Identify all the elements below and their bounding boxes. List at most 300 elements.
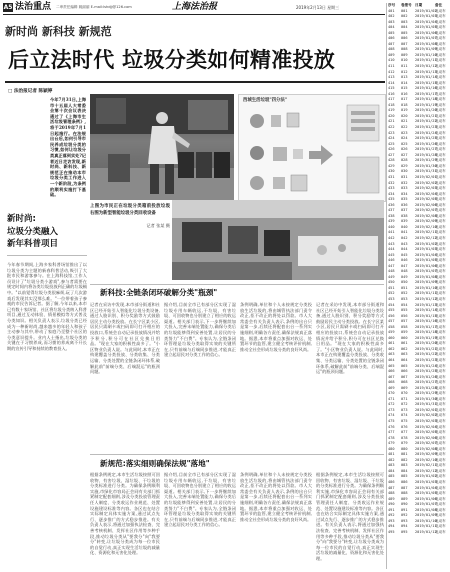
table-cell: 485 [388, 474, 395, 479]
table-cell: 2019/01/31 [415, 169, 437, 174]
table-cell: 488 [388, 491, 395, 496]
table-cell: 电动车 [435, 308, 446, 313]
table-cell: 063 [401, 352, 408, 357]
table-cell: 2019/01/11 [415, 524, 437, 529]
table-cell: 2019/02/05 [415, 430, 437, 435]
table-cell: 电动车 [435, 319, 446, 324]
table-cell: 2019/02/04 [415, 191, 437, 196]
table-cell: 446 [388, 258, 395, 263]
table-cell: 电动车 [435, 108, 446, 113]
table-cell: 423 [388, 130, 395, 135]
bottom-column-4: 根据条例规定,本市生活垃圾按照可回收物、有害垃圾、湿垃圾、干垃圾的分类标准进行分类。为确保条例顺利实施,市绿化市容局正会同有关部门抓紧制定配套细则,涉及分类投放管理责任人制度、分类收运作业规范、处置设施建设标准等内容。各区也在结合实际制定具体实施方案,通过试点先行、逐步推广的方式稳步推进。有关负责人表示,将通过加强执法检查、完善考核机制、发挥社区作用等多种手段,推动垃圾分类从"要我分"向"我要分"转变,让垃圾分类成为每一位市民的自觉行动,真正实现生活垃圾的减量化、资源化和无害化处理。 [316, 472, 384, 561]
table-cell: 479 [388, 441, 395, 446]
table-cell: 452 [388, 291, 395, 296]
table-cell: 018 [401, 102, 408, 107]
table-cell: 电动车 [435, 430, 446, 435]
table-cell: 2019/01/07 [415, 36, 437, 41]
table-cell: 2019/01/10 [415, 52, 437, 57]
table-cell: 070 [401, 391, 408, 396]
table-cell: 078 [401, 435, 408, 440]
table-cell: 067 [401, 374, 408, 379]
table-cell: 426 [388, 147, 395, 152]
table-cell: 电动车 [435, 346, 446, 351]
table-cell: 2019/01/09 [415, 280, 437, 285]
table-cell: 408 [388, 47, 395, 52]
table-cell: 电动车 [435, 380, 446, 385]
table-cell: 006 [401, 36, 408, 41]
table-cell: 电动车 [435, 396, 446, 401]
table-cell: 2019/02/12 [415, 468, 437, 473]
table-cell: 电动车 [435, 208, 446, 213]
table-cell: 电动车 [435, 152, 446, 157]
table-cell: 电动车 [435, 119, 446, 124]
data-table [388, 3, 448, 557]
table-cell: 2019/02/03 [415, 186, 437, 191]
table-cell: 2019/01/21 [415, 346, 437, 351]
table-cell: 002 [401, 14, 408, 19]
table-cell: 011 [401, 64, 408, 69]
table-cell: 2019/01/06 [415, 30, 437, 35]
table-cell: 2019/01/07 [415, 502, 437, 507]
table-cell: 电动车 [435, 352, 446, 357]
headline: 后立法时代 垃圾分类如何精准投放 [8, 48, 336, 72]
table-cell: 029 [401, 163, 408, 168]
table-cell: 2019/01/23 [415, 125, 437, 130]
table-cell: 015 [401, 86, 408, 91]
table-cell: 电动车 [435, 407, 446, 412]
section-divider-bottom [90, 454, 384, 455]
table-cell: 069 [401, 385, 408, 390]
table-cell: 电动车 [435, 463, 446, 468]
table-cell: 电动车 [435, 496, 446, 501]
table-cell: 电动车 [435, 296, 446, 301]
table-cell: 013 [401, 75, 408, 80]
table-cell: 458 [388, 324, 395, 329]
table-cell: 电动车 [435, 235, 446, 240]
table-cell: 电动车 [435, 524, 446, 529]
table-cell: 2019/01/27 [415, 147, 437, 152]
table-cell: 003 [401, 19, 408, 24]
table-cell: 442 [388, 235, 395, 240]
table-cell: 2019/02/11 [415, 230, 437, 235]
table-cell: 2019/02/07 [415, 441, 437, 446]
body-column-3: 据介绍,目前全市已有部分区实现了湿垃圾专用车辆收运,干垃圾、有害垃圾、可回收物也分别建立了相应的收运渠道。相关部门表示,下一步将继续加大投入,完善末端处置能力,确保分类后的垃圾能够得到妥善处置,让居民的分类努力"不白费"。专家认为,全链条闭环管理是垃圾分类取得实效的关键所在,只有前端与后端同步推进,才能真正建立起居民对分类工作的信心。 [164, 302, 236, 358]
table-cell: 电动车 [435, 446, 446, 451]
table-cell: 2019/02/10 [415, 457, 437, 462]
table-cell: 026 [401, 147, 408, 152]
table-cell: 电动车 [435, 64, 446, 69]
table-cell: 414 [388, 80, 395, 85]
table-cell: 461 [388, 341, 395, 346]
section-divider-center [90, 284, 384, 285]
table-cell: 478 [388, 435, 395, 440]
table-cell: 电动车 [435, 529, 446, 534]
date-line: 2019年2月13日 星期三 [296, 5, 340, 10]
table-cell: 2019/01/04 [415, 252, 437, 257]
table-cell: 492 [388, 513, 395, 518]
table-cell: 024 [401, 136, 408, 141]
table-cell: 008 [401, 47, 408, 52]
table-cell: 409 [388, 52, 395, 57]
byline: □ 法治报记者 陈颖婷 [8, 89, 53, 94]
table-cell: 031 [401, 174, 408, 179]
table-cell: 038 [401, 213, 408, 218]
table-cell: 2019/01/03 [415, 247, 437, 252]
table-cell: 076 [401, 424, 408, 429]
table-cell: 电动车 [435, 169, 446, 174]
table-cell: 2019/01/10 [415, 518, 437, 523]
editor-line: 二审责任编辑 姚丽丽 E-mail:lshdjj@126.com [56, 5, 132, 9]
table-cell: 061 [401, 341, 408, 346]
table-cell: 495 [388, 529, 395, 534]
table-cell: 电动车 [435, 424, 446, 429]
table-cell: 电动车 [435, 480, 446, 485]
table-cell: 472 [388, 402, 395, 407]
table-cell: 电动车 [435, 180, 446, 185]
subhead-divider [7, 255, 87, 256]
table-cell: 464 [388, 358, 395, 362]
table-cell: 2019/01/23 [415, 358, 437, 362]
table-cell: 444 [388, 247, 395, 252]
main-photo [90, 94, 234, 200]
table-cell: 电动车 [435, 75, 446, 80]
table-cell: 477 [388, 430, 395, 435]
table-cell: 电动车 [435, 358, 446, 362]
table-cell: 474 [388, 413, 395, 418]
body-column-2: 记者在采访中发现,本市部分街道和社区已经开始引入智能化垃圾分类设备,通过人脸识别、积分奖励等方式鼓励居民主动分类投放。在长宁区某小区,居民只需刷卡或扫码即可打开相应的投放口,系统会自动记录投放情况并给予积分,积分可在社区兑换日用品。"现在大家的积极性高多了。"小区物业负责人说。与此同时,本市正在构建覆盖分类投放、分类收集、分类运输、分类处置的全链条闭环体系,破解此前"前端分类、后端混运"的瓶颈问题。 [90, 302, 160, 375]
table-cell: 2019/01/29 [415, 391, 437, 396]
table-cell: 2019/01/03 [415, 14, 437, 19]
table-header-cell: 备注 [435, 3, 443, 7]
table-cell: 082 [401, 457, 408, 462]
table-cell: 448 [388, 269, 395, 274]
table-cell: 2019/02/06 [415, 435, 437, 440]
table-cell: 042 [401, 235, 408, 240]
table-cell: 416 [388, 91, 395, 96]
table-cell: 494 [388, 524, 395, 529]
table-cell: 电动车 [435, 47, 446, 52]
table-cell: 电动车 [435, 474, 446, 479]
table-cell: 2019/01/14 [415, 308, 437, 313]
table-cell: 062 [401, 346, 408, 351]
table-cell: 439 [388, 219, 395, 224]
table-cell: 电动车 [435, 130, 446, 135]
table-cell: 462 [388, 346, 395, 351]
table-cell: 电动车 [435, 391, 446, 396]
table-left-rule [386, 3, 387, 569]
table-cell: 2019/01/31 [415, 402, 437, 407]
table-header-cell: 日期 [415, 3, 423, 7]
table-cell: 441 [388, 230, 395, 235]
table-cell: 2019/02/08 [415, 213, 437, 218]
table-cell: 电动车 [435, 274, 446, 279]
table-cell: 030 [401, 169, 408, 174]
table-cell: 057 [401, 319, 408, 324]
table-body [388, 9, 448, 536]
table-cell: 电动车 [435, 258, 446, 263]
table-cell: 016 [401, 91, 408, 96]
table-cell: 432 [388, 180, 395, 185]
table-cell: 010 [401, 58, 408, 63]
table-cell: 424 [388, 136, 395, 141]
table-cell: 487 [388, 485, 395, 490]
subhead-new-norms: 新规范:落实细则确保法规"落地" [100, 459, 210, 468]
table-cell: 012 [401, 69, 408, 74]
table-cell: 455 [388, 308, 395, 313]
table-cell: 电动车 [435, 158, 446, 163]
table-cell: 483 [388, 463, 395, 468]
table-cell: 075 [401, 419, 408, 424]
masthead-rule [3, 14, 385, 15]
table-cell: 077 [401, 430, 408, 435]
table-cell: 034 [401, 191, 408, 196]
infographic-title: 西城生活垃圾"四分法" [243, 98, 288, 103]
table-cell: 431 [388, 174, 395, 179]
table-cell: 2019/01/12 [415, 64, 437, 69]
table-cell: 449 [388, 274, 395, 279]
table-cell: 2019/01/26 [415, 374, 437, 379]
table-cell: 084 [401, 468, 408, 473]
table-cell: 406 [388, 36, 395, 41]
table-cell: 2019/01/20 [415, 341, 437, 346]
table-cell: 电动车 [435, 86, 446, 91]
table-cell: 091 [401, 507, 408, 512]
table-cell: 2019/01/08 [415, 274, 437, 279]
section-title: 法治重点 [15, 2, 52, 12]
table-cell: 443 [388, 241, 395, 246]
table-cell: 电动车 [435, 191, 446, 196]
table-cell: 471 [388, 396, 395, 401]
table-cell: 2019/01/03 [415, 480, 437, 485]
table-cell: 437 [388, 208, 395, 213]
table-cell: 413 [388, 75, 395, 80]
table-cell: 453 [388, 296, 395, 301]
table-cell: 072 [401, 402, 408, 407]
table-cell: 081 [401, 452, 408, 457]
table-cell: 电动车 [435, 52, 446, 57]
table-cell: 2019/01/29 [415, 158, 437, 163]
table-cell: 2019/01/09 [415, 513, 437, 518]
table-cell: 486 [388, 480, 395, 485]
table-cell: 2019/01/02 [415, 8, 437, 13]
table-cell: 2019/01/05 [415, 25, 437, 30]
table-cell: 465 [388, 363, 395, 368]
table-cell: 405 [388, 30, 395, 35]
table-cell: 493 [388, 518, 395, 523]
photo-credit: 记者 张某 摄 [146, 223, 170, 228]
table-cell: 2019/01/11 [415, 291, 437, 296]
table-cell: 469 [388, 385, 395, 390]
photo-caption [90, 203, 170, 271]
infographic [238, 94, 386, 202]
table-cell: 005 [401, 30, 408, 35]
table-cell: 418 [388, 102, 395, 107]
table-cell: 447 [388, 263, 395, 268]
table-cell: 电动车 [435, 247, 446, 252]
table-cell: 电动车 [435, 280, 446, 285]
table-cell: 429 [388, 163, 395, 168]
table-cell: 电动车 [435, 502, 446, 507]
bottom-column-3: 条例明确,单位和个人未按规定分类投放生活垃圾的,将由城管执法部门责令改正,拒不改正的将处以罚款。市人大常委会有关负责人表示,条例的出台只是第一步,后续还将配套出台一系列实施细则,明确各方责任,确保法规真正落地。据悉,本市将重点加强对收运、处置环节的监管,建立健全考核评价机制,推动全社会形成垃圾分类的良好风尚。 [240, 472, 312, 522]
table-cell: 电动车 [435, 80, 446, 85]
table-header-cell: 序号 [388, 3, 396, 7]
table-cell: 028 [401, 158, 408, 163]
table-cell: 2019/01/18 [415, 97, 437, 102]
table-cell: 427 [388, 152, 395, 157]
table-cell: 电动车 [435, 324, 446, 329]
table-cell: 410 [388, 58, 395, 63]
table-cell: 007 [401, 41, 408, 46]
table-cell: 电动车 [435, 457, 446, 462]
table-cell: 2019/01/04 [415, 485, 437, 490]
table-cell: 电动车 [435, 468, 446, 473]
table-cell: 027 [401, 152, 408, 157]
table-cell: 电动车 [435, 335, 446, 340]
table-cell: 428 [388, 158, 395, 163]
table-cell: 041 [401, 230, 408, 235]
table-cell: 468 [388, 380, 395, 385]
table-cell: 417 [388, 97, 395, 102]
table-cell: 2019/01/22 [415, 119, 437, 124]
table-cell: 2019/02/11 [415, 463, 437, 468]
table-cell: 电动车 [435, 8, 446, 13]
table-cell: 004 [401, 25, 408, 30]
table-cell: 电动车 [435, 69, 446, 74]
table-cell: 045 [401, 252, 408, 257]
table-cell: 2019/02/09 [415, 452, 437, 457]
table-cell: 407 [388, 41, 395, 46]
table-cell: 433 [388, 186, 395, 191]
table-cell: 电动车 [435, 419, 446, 424]
table-cell: 088 [401, 491, 408, 496]
table-cell: 2019/01/28 [415, 152, 437, 157]
table-cell: 2019/01/08 [415, 507, 437, 512]
table-cell: 2019/01/04 [415, 19, 437, 24]
table-cell: 2019/02/07 [415, 208, 437, 213]
table-cell: 2019/01/08 [415, 41, 437, 46]
table-cell: 电动车 [435, 507, 446, 512]
table-cell: 2019/01/24 [415, 363, 437, 368]
table-cell: 2019/01/13 [415, 69, 437, 74]
table-cell: 065 [401, 363, 408, 368]
table-cell: 电动车 [435, 313, 446, 318]
table-cell: 491 [388, 507, 395, 512]
table-cell: 482 [388, 457, 395, 462]
table-cell: 2019/02/04 [415, 424, 437, 429]
table-cell: 403 [388, 19, 395, 24]
table-cell: 2019/02/09 [415, 219, 437, 224]
table-cell: 093 [401, 518, 408, 523]
subhead-new-fashion: 新时尚: 垃圾分类融入 新年科普项目 [7, 214, 59, 249]
table-cell: 466 [388, 369, 395, 374]
body-column-1: 今年春节期间,上海多家科普场馆推出了以垃圾分类为主题的新春科普活动,吸引了大批市民和游客参与。在上海科技馆,工作人员设计了"垃圾分类小游戏",参与者需要在规定时间内将各类垃圾投放到正确的垃圾桶中。"以前觉得垃圾分类很麻烦,玩了几次游戏后发现其实没那么难。"一位带着孩子参观的市民告诉记者。据了解,今年以来,本市已有数十家场馆、社区将垃圾分类纳入科普项目,通过互动体验、情景模拟等方式普及分类知识。相关负责人表示,垃圾分类已经成为一种新时尚,越来越多的年轻人和孩子主动参与其中,带动了家庭乃至整个社区的分类意识提升。业内人士指出,垃圾分类的关键在于习惯养成,而习惯的养成离不开长期的宣传引导和持续的教育投入。 [7, 262, 87, 351]
table-cell: 电动车 [435, 136, 446, 141]
table-cell: 2019/01/10 [415, 285, 437, 290]
table-cell: 2019/01/11 [415, 58, 437, 63]
table-cell: 2019/01/09 [415, 47, 437, 52]
table-cell: 074 [401, 413, 408, 418]
table-cell: 电动车 [435, 91, 446, 96]
table-cell: 049 [401, 274, 408, 279]
table-cell: 470 [388, 391, 395, 396]
table-cell: 2019/01/22 [415, 352, 437, 357]
table-cell: 052 [401, 291, 408, 296]
table-cell: 490 [388, 502, 395, 507]
table-cell: 2019/02/01 [415, 174, 437, 179]
table-cell: 电动车 [435, 219, 446, 224]
table-cell: 460 [388, 335, 395, 340]
table-cell: 电动车 [435, 252, 446, 257]
table-cell: 电动车 [435, 230, 446, 235]
table-cell: 2019/01/07 [415, 269, 437, 274]
table-cell: 电动车 [435, 197, 446, 202]
table-cell: 2019/01/15 [415, 80, 437, 85]
table-cell: 425 [388, 141, 395, 146]
table-cell: 402 [388, 14, 395, 19]
table-cell: 068 [401, 380, 408, 385]
table-cell: 电动车 [435, 341, 446, 346]
table-cell: 071 [401, 396, 408, 401]
table-cell: 014 [401, 80, 408, 85]
table-cell: 438 [388, 213, 395, 218]
table-cell: 2019/01/06 [415, 263, 437, 268]
table-cell: 2019/01/25 [415, 369, 437, 374]
table-cell: 电动车 [435, 435, 446, 440]
paper-name-logo: 上海法治报 [172, 2, 218, 12]
table-cell: 086 [401, 480, 408, 485]
table-cell: 2019/01/19 [415, 335, 437, 340]
table-cell: 411 [388, 64, 395, 69]
table-cell: 040 [401, 224, 408, 229]
bottom-column-2: 据介绍,目前全市已有部分区实现了湿垃圾专用车辆收运,干垃圾、有害垃圾、可回收物也分别建立了相应的收运渠道。相关部门表示,下一步将继续加大投入,完善末端处置能力,确保分类后的垃圾能够得到妥善处置,让居民的分类努力"不白费"。专家认为,全链条闭环管理是垃圾分类取得实效的关键所在,只有前端与后端同步推进,才能真正建立起居民对分类工作的信心。 [164, 472, 236, 528]
table-cell: 484 [388, 468, 395, 473]
table-cell: 094 [401, 524, 408, 529]
table-cell: 2019/01/26 [415, 141, 437, 146]
table-cell: 电动车 [435, 374, 446, 379]
infographic-graphics [239, 95, 385, 201]
headline-rule [5, 81, 385, 83]
table-cell: 2019/01/17 [415, 91, 437, 96]
table-cell: 039 [401, 219, 408, 224]
table-cell: 473 [388, 407, 395, 412]
table-cell: 055 [401, 308, 408, 313]
table-cell: 电动车 [435, 263, 446, 268]
table-cell: 2019/02/06 [415, 202, 437, 207]
kicker: 新时尚 新科技 新规范 [5, 25, 112, 38]
table-cell: 2019/01/27 [415, 380, 437, 385]
table-cell: 056 [401, 313, 408, 318]
table-cell: 085 [401, 474, 408, 479]
table-cell: 电动车 [435, 518, 446, 523]
secondary-photo [172, 200, 384, 280]
table-cell: 087 [401, 485, 408, 490]
table-cell: 2019/01/18 [415, 330, 437, 335]
table-cell: 058 [401, 324, 408, 329]
table-cell: 009 [401, 52, 408, 57]
table-cell: 420 [388, 113, 395, 118]
table-cell: 电动车 [435, 30, 446, 35]
table-cell: 电动车 [435, 14, 446, 19]
table-cell: 080 [401, 446, 408, 451]
table-cell: 电动车 [435, 285, 446, 290]
table-header-cell: 卷册号 [401, 3, 412, 7]
table-cell: 090 [401, 502, 408, 507]
table-cell: 451 [388, 285, 395, 290]
table-cell: 2019/01/17 [415, 324, 437, 329]
table-cell: 2019/01/28 [415, 385, 437, 390]
table-cell: 017 [401, 97, 408, 102]
table-cell: 401 [388, 8, 395, 13]
